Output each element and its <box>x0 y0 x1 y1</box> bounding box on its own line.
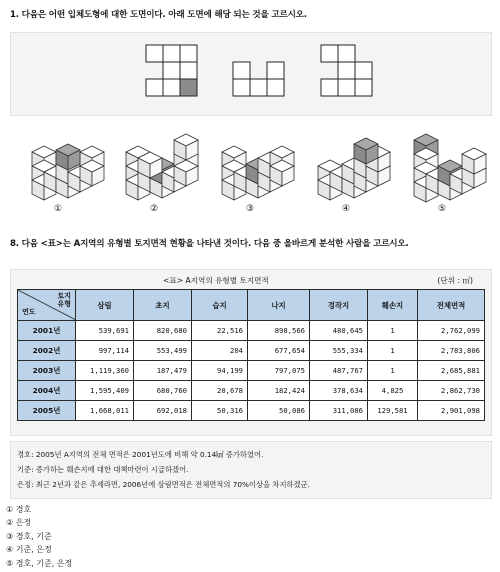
choice-5-label[interactable]: ⑤ <box>437 204 447 214</box>
statements-panel <box>10 441 492 499</box>
row-year: 2001년 <box>18 321 76 341</box>
cell: 898,566 <box>248 321 310 341</box>
cell: 1,668,011 <box>76 401 134 421</box>
cell: 311,086 <box>310 401 368 421</box>
question-1-title: 1. 다음은 어떤 입체도형에 대한 도면이다. 아래 도면에 해당 되는 것을 고르시오. <box>10 10 307 20</box>
cell: 2,762,099 <box>418 321 485 341</box>
column-header: 습지 <box>192 290 248 321</box>
cell: 50,316 <box>192 401 248 421</box>
choice-3-label[interactable]: ③ <box>245 204 255 214</box>
choice-2-label[interactable]: ② <box>149 204 159 214</box>
diag-top-line1: 토지 <box>57 292 71 300</box>
answer-option-3[interactable]: ③ 경호, 기준 <box>6 531 52 541</box>
cell: 680,760 <box>134 381 192 401</box>
table-row <box>18 361 485 381</box>
diag-bottom: 연도 <box>22 308 36 316</box>
cell: 182,424 <box>248 381 310 401</box>
column-header: 전체면적 <box>418 290 485 321</box>
column-header: 경작지 <box>310 290 368 321</box>
cell: 1 <box>368 341 418 361</box>
row-year: 2003년 <box>18 361 76 381</box>
table-row <box>18 341 485 361</box>
table-row <box>18 381 485 401</box>
row-year: 2005년 <box>18 401 76 421</box>
cube-figures <box>10 124 490 204</box>
answer-option-2[interactable]: ② 은정 <box>6 518 32 528</box>
cell: 2,901,098 <box>418 401 485 421</box>
cell: 1,595,409 <box>76 381 134 401</box>
row-year: 2002년 <box>18 341 76 361</box>
column-header: 훼손지 <box>368 290 418 321</box>
cell: 187,479 <box>134 361 192 381</box>
cell: 2,783,806 <box>418 341 485 361</box>
choice-4-label[interactable]: ④ <box>341 204 351 214</box>
cell: 20,678 <box>192 381 248 401</box>
table-caption: <표> A지역의 유형별 토지면적 <box>163 276 269 285</box>
cell: 797,075 <box>248 361 310 381</box>
cell: 555,334 <box>310 341 368 361</box>
cell: 204 <box>192 341 248 361</box>
cell: 692,018 <box>134 401 192 421</box>
cell: 1,119,360 <box>76 361 134 381</box>
answer-options <box>6 503 72 570</box>
statement-eunjung: 은정: 최근 2년과 같은 추세라면, 2006년에 삼림면적은 전체면적의 70%이상을 차지하겠군. <box>17 480 310 489</box>
land-area-table <box>17 289 485 421</box>
row-year: 2004년 <box>18 381 76 401</box>
cell: 50,086 <box>248 401 310 421</box>
table-row <box>18 321 485 341</box>
choice-1-label[interactable]: ① <box>53 204 63 214</box>
orthographic-views-panel <box>10 32 492 116</box>
cell: 4,825 <box>368 381 418 401</box>
answer-option-5[interactable]: ⑤ 경호, 기준, 은정 <box>6 558 73 568</box>
orthographic-views-drawing <box>11 33 491 115</box>
cell: 820,680 <box>134 321 192 341</box>
table-unit: (단위 : ㎡) <box>437 276 473 285</box>
statement-kijun: 기준: 증가하는 훼손지에 대한 대책마련이 시급하겠어. <box>17 465 189 474</box>
diagonal-header-cell <box>18 290 76 321</box>
cell: 480,645 <box>310 321 368 341</box>
cell: 539,691 <box>76 321 134 341</box>
cell: 1 <box>368 321 418 341</box>
cell: 22,516 <box>192 321 248 341</box>
answer-option-4[interactable]: ④ 기준, 은정 <box>6 545 52 555</box>
column-header: 삼림 <box>76 290 134 321</box>
cell: 677,654 <box>248 341 310 361</box>
answer-option-1[interactable]: ① 경호 <box>6 505 32 514</box>
cell: 997,114 <box>76 341 134 361</box>
cube-choices <box>10 124 490 222</box>
land-area-table-panel <box>10 269 492 436</box>
cell: 378,634 <box>310 381 368 401</box>
cell: 553,499 <box>134 341 192 361</box>
cell: 487,767 <box>310 361 368 381</box>
cell: 2,685,881 <box>418 361 485 381</box>
cell: 129,581 <box>368 401 418 421</box>
question-8-title: 8. 다음 <표>는 A지역의 유형별 토지면적 현황을 나타낸 것이다. 다음 중 올바르게 분석한 사람을 고르시오. <box>10 239 409 249</box>
cell: 2,862,730 <box>418 381 485 401</box>
cell: 1 <box>368 361 418 381</box>
diag-top-line2: 유형 <box>57 300 71 308</box>
statement-kyungho: 경호: 2005년 A지역의 전체 면적은 2001년도에 비해 약 0.14㎢ 증가하였어. <box>17 450 264 459</box>
cell: 94,199 <box>192 361 248 381</box>
column-header: 초지 <box>134 290 192 321</box>
column-header: 나지 <box>248 290 310 321</box>
table-row <box>18 401 485 421</box>
